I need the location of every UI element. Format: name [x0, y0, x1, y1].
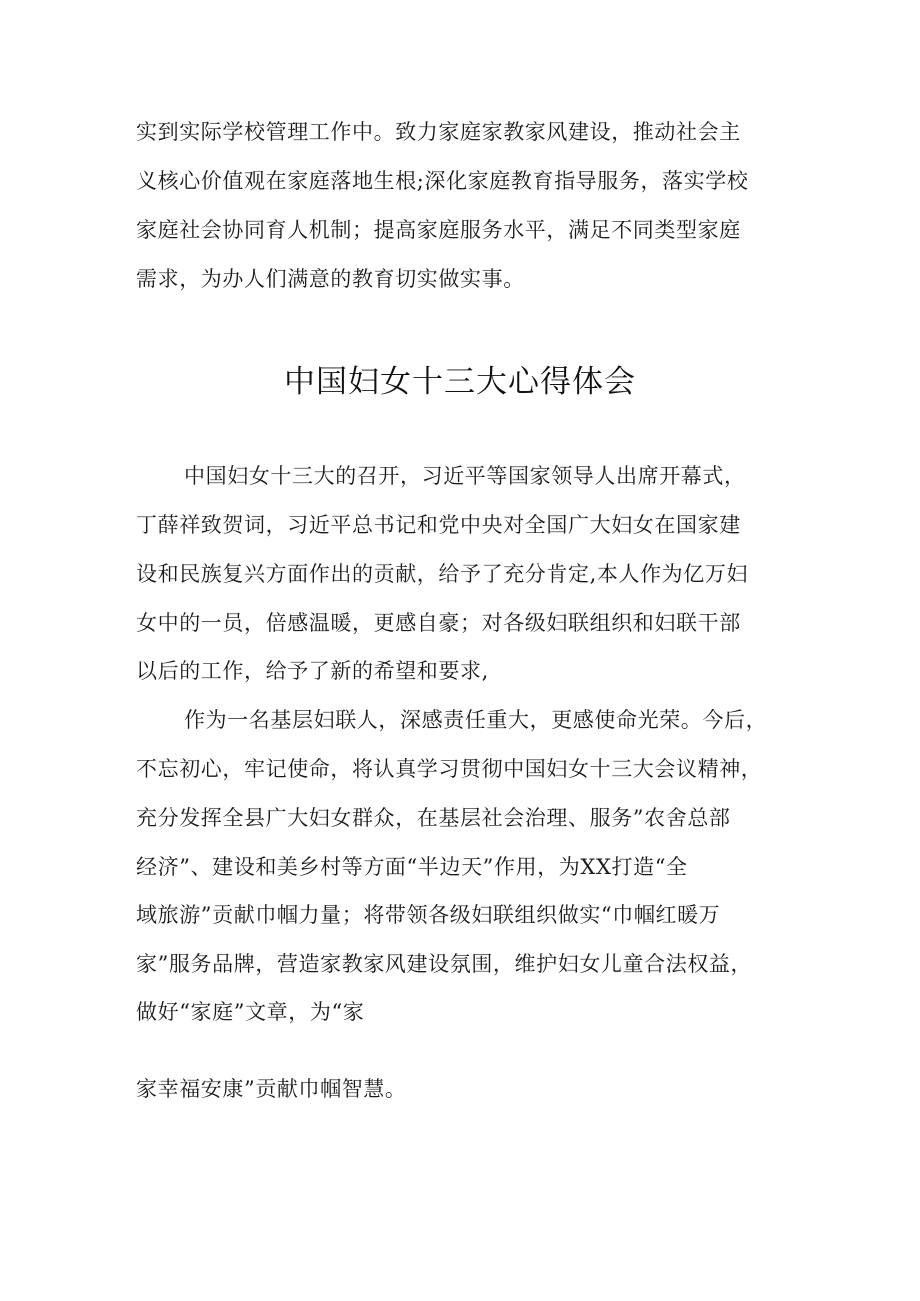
paragraph1-line-5: 以后的工作，给予了新的希望和要求,: [136, 659, 489, 683]
intro-line-2: 义核心价值观在家庭落地生根;深化家庭教育指导服务，落实学校: [136, 169, 749, 193]
paragraph1-line-2: 丁薛祥致贺词，习近平总书记和党中央对全国广大妇女在国家建: [136, 513, 741, 537]
intro-line-1: 实到实际学校管理工作中。致力家庭家教家风建设，推动社会主: [136, 120, 741, 144]
article-title: 中国妇女十三大心得体会: [284, 364, 636, 400]
paragraph1-line-3: 设和民族复兴方面作出的贡献，给予了充分肯定,本人作为亿万妇: [136, 562, 749, 586]
paragraph1-line-1: 中国妇女十三大的召开，习近平等国家领导人出席开幕式，: [184, 464, 746, 488]
paragraph2-line-3: 充分发挥全县广大妇女群众，在基层社会治理、服务”农舍总部: [136, 806, 731, 830]
paragraph2-line-5: 域旅游”贡献巾帼力量；将带领各级妇联组织做实“巾帼红暖万: [136, 903, 721, 927]
paragraph2-line-1: 作为一名基层妇联人，深感责任重大，更感使命光荣。今后，: [184, 708, 768, 732]
paragraph2-line-7: 做好“家庭”文章，为“家: [136, 1000, 365, 1024]
paragraph1-line-4: 女中的一员，倍感温暖，更感自豪；对各级妇联组织和妇联干部: [136, 611, 741, 635]
closing-line: 家幸福安康”贡献巾帼智慧。: [136, 1077, 407, 1101]
intro-line-4: 需求，为办人们满意的教育切实做实事。: [136, 267, 525, 291]
paragraph2-line-2: 不忘初心，牢记使命，将认真学习贯彻中国妇女十三大会议精神，: [136, 757, 763, 781]
intro-line-3: 家庭社会协同育人机制；提高家庭服务水平，满足不同类型家庭: [136, 218, 741, 242]
paragraph2-line-6: 家”服务品牌，营造家教家风建设氛围，维护妇女儿童合法权益，: [136, 952, 753, 976]
paragraph2-line-4: 经济”、建设和美乡村等方面“半边天”作用，为XX打造“全: [136, 855, 688, 879]
